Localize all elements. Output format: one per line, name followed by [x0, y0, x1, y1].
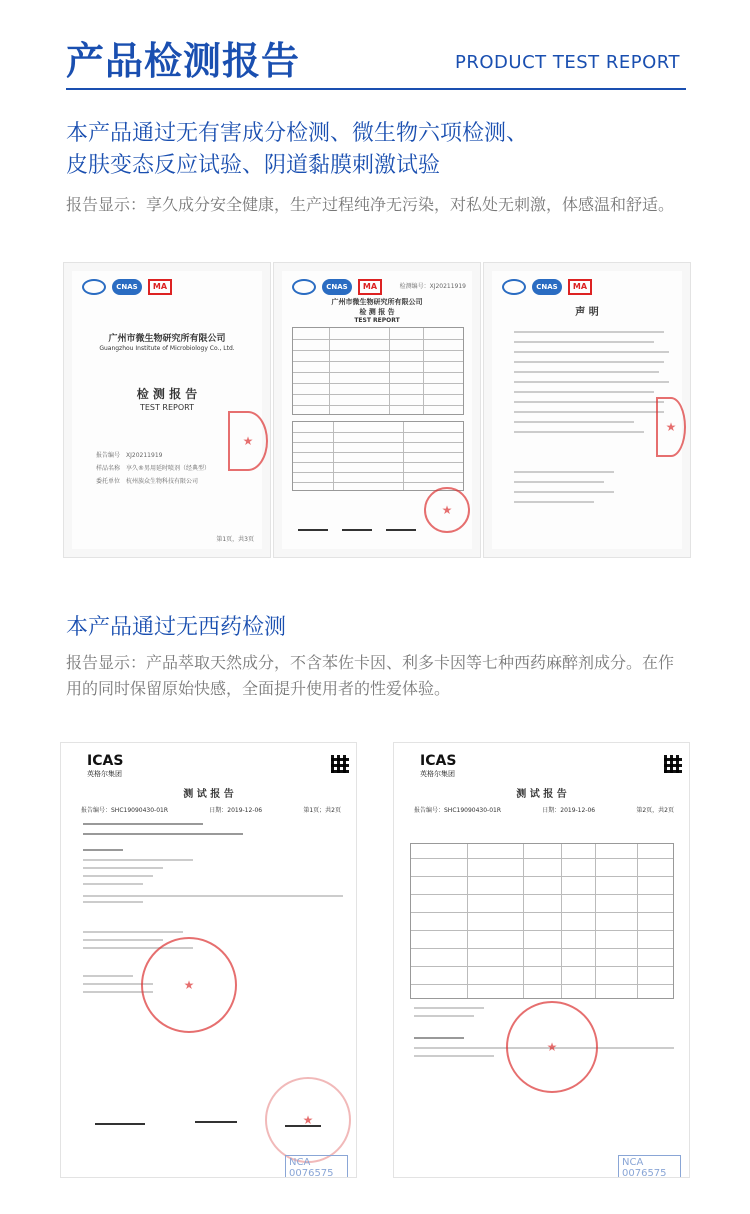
sample-info-table — [292, 327, 464, 415]
cnas-icon: CNAS — [322, 279, 352, 295]
detail-institute: 广州市微生物研究所有限公司 — [331, 298, 423, 306]
page-title-en: PRODUCT TEST REPORT — [455, 52, 680, 73]
ilac-mra-icon — [502, 279, 526, 295]
cert-logos — [502, 277, 592, 297]
official-stamp — [424, 487, 470, 533]
anesthetic-results-table — [410, 843, 674, 999]
client-value: 杭州族众生物科技有限公司 — [126, 478, 199, 485]
signature — [342, 519, 372, 531]
page-number: 第1页，共3页 — [216, 536, 254, 543]
page-header — [66, 30, 686, 90]
page-title: 产品检测报告 — [66, 39, 301, 83]
signature — [95, 1113, 145, 1125]
cma-icon: MA — [568, 279, 592, 295]
icas-logo: ICAS 英格尔集团 — [420, 753, 457, 778]
icas-heading: 测 试 报 告 — [183, 789, 234, 800]
cert-logos — [82, 277, 172, 297]
report-detail-image — [273, 262, 481, 558]
cma-icon: MA — [358, 279, 382, 295]
official-stamp — [656, 397, 686, 457]
report-heading-en: TEST REPORT — [139, 403, 195, 412]
report-meta: 报告编号：SHC19090430-01R 日期：2019-12-06 第1页；共2页 — [81, 807, 341, 814]
official-stamp — [228, 411, 268, 471]
report-meta: 报告编号：SHC19090430-01R 日期：2019-12-06 第2页，共2页 — [414, 807, 674, 814]
section1-title-line2: 皮肤变态反应试验、阴道黏膜刺激试验 — [66, 153, 441, 178]
report-no-value: XJ20211919 — [126, 452, 163, 459]
report-cover-image — [63, 262, 271, 558]
cnas-icon: CNAS — [532, 279, 562, 295]
sample-label: 样品名称 — [96, 465, 121, 472]
qr-code-icon — [664, 755, 682, 773]
cnas-icon: CNAS — [112, 279, 142, 295]
signature — [298, 519, 328, 531]
report-statement-image — [483, 262, 691, 558]
ilac-mra-icon — [82, 279, 106, 295]
report-no-label: 报告编号 — [96, 452, 121, 459]
sample-value: 享久®男用延时喷剂（经典型） — [126, 465, 211, 472]
report-heading: 检 测 报 告 — [136, 387, 198, 401]
nca-serial: NCA 0076575 — [285, 1155, 348, 1178]
qr-code-icon — [331, 755, 349, 773]
detail-heading-en: TEST REPORT — [354, 317, 400, 324]
detail-report-no: 检测编号：XJ20211919 — [399, 283, 466, 290]
section2-description: 报告显示：产品萃取天然成分，不含苯佐卡因、利多卡因等七种西药麻醉剂成分。在作用的同时保留原始快感，全面提升使用者的性爱体验。 — [66, 653, 675, 698]
signature — [195, 1111, 237, 1123]
signature — [386, 519, 416, 531]
results-table — [292, 421, 464, 491]
icas-report-page1-image — [60, 742, 357, 1178]
cert-logos — [292, 277, 382, 297]
signature — [285, 1115, 321, 1127]
ilac-mra-icon — [292, 279, 316, 295]
nca-serial: NCA 0076575 — [618, 1155, 681, 1178]
icas-heading: 测 试 报 告 — [516, 789, 567, 800]
statement-heading: 声 明 — [575, 307, 599, 318]
section1-title-line1: 本产品通过无有害成分检测、微生物六项检测、 — [66, 121, 529, 146]
icas-report-page2-image — [393, 742, 690, 1178]
section1-description: 报告显示：享久成分安全健康，生产过程纯净无污染，对私处无刺激，体感温和舒适。 — [66, 195, 675, 214]
client-label: 委托单位 — [96, 478, 121, 485]
detail-heading: 检 测 报 告 — [359, 308, 395, 316]
institute-name: 广州市微生物研究所有限公司 — [108, 334, 226, 344]
cma-icon: MA — [148, 279, 172, 295]
icas-logo: ICAS 英格尔集团 — [87, 753, 124, 778]
header-divider — [66, 88, 686, 90]
official-stamp — [141, 937, 237, 1033]
section2-title: 本产品通过无西药检测 — [66, 615, 287, 640]
institute-name-en: Guangzhou Institute of Microbiology Co., Ltd. — [99, 345, 235, 352]
official-stamp — [506, 1001, 598, 1093]
